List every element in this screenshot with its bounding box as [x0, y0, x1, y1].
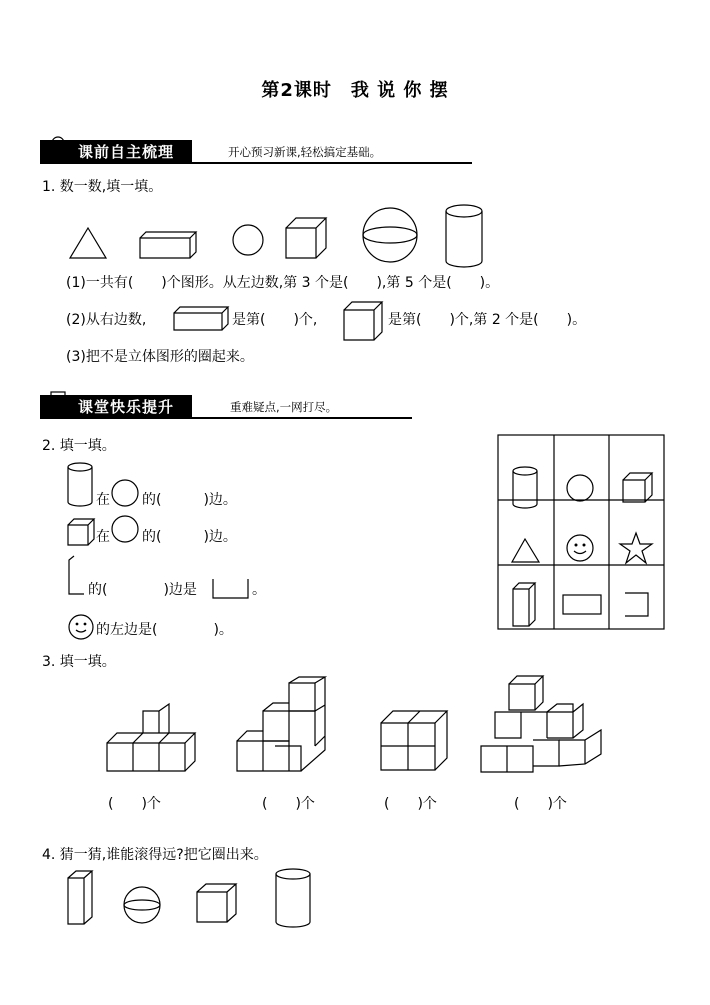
question-3-answer-3: ( )个: [384, 796, 437, 812]
cube-icon: [284, 216, 330, 262]
cube-icon: [342, 300, 386, 342]
bracket-shape-icon: [624, 592, 652, 620]
question-1-part-2b: 是第( )个,: [232, 312, 318, 328]
question-1-part-2a: (2)从右边数,: [66, 312, 147, 328]
section-banner-label: 课前自主梳理: [40, 140, 192, 164]
cube-stack-4: [480, 674, 608, 774]
question-3-heading: 3. 填一填。: [42, 654, 116, 670]
circle-icon: [566, 474, 596, 504]
section-subtitle: 重难疑点,一网打尽。: [230, 400, 338, 414]
question-2-line-2b: 的( )边。: [142, 529, 237, 545]
question-2-line-1b: 的( )边。: [142, 492, 237, 508]
section-banner-label: 课堂快乐提升: [40, 395, 192, 419]
circle-icon: [112, 516, 140, 544]
cuboid-icon: [512, 582, 538, 628]
cuboid-icon: [67, 870, 95, 926]
question-1-part-2c: 是第( )个,第 2 个是( )。: [388, 312, 587, 328]
section-banner-practice: [40, 395, 400, 419]
question-2-line-3b: 。: [252, 582, 266, 598]
question-4-heading: 4. 猜一猜,谁能滚得远?把它圈出来。: [42, 847, 268, 863]
sphere-icon: [358, 206, 424, 264]
question-2-line-3a: 的( )边是: [88, 582, 197, 598]
smiley-icon: [566, 534, 596, 564]
cube-icon: [622, 472, 654, 504]
cylinder-icon: [66, 462, 96, 508]
question-1-part-1: (1)一共有( )个图形。从左边数,第 3 个是( ),第 5 个是( )。: [66, 275, 500, 291]
question-2-line-1a: 在: [96, 492, 110, 508]
question-3-answer-4: ( )个: [514, 796, 567, 812]
smiley-icon: [68, 614, 96, 642]
section-subtitle: 开心预习新课,轻松搞定基础。: [228, 145, 382, 159]
cube-stack-1: [106, 702, 196, 774]
cuboid-icon: [138, 230, 198, 260]
triangle-icon: [68, 226, 108, 260]
cube-icon: [67, 518, 95, 546]
bracket-shape-icon: [212, 578, 252, 600]
page-title: 第2课时 我 说 你 摆: [261, 80, 449, 101]
question-3-answer-1: ( )个: [108, 796, 161, 812]
cylinder-icon: [512, 466, 540, 510]
question-2-line-4: 的左边是( )。: [96, 622, 233, 638]
cube-icon: [196, 882, 240, 924]
triangle-icon: [511, 538, 541, 564]
circle-icon: [232, 224, 266, 258]
cuboid-icon: [172, 306, 230, 332]
question-2-line-2a: 在: [96, 529, 110, 545]
question-1-part-3: (3)把不是立体图形的圈起来。: [66, 349, 254, 365]
question-2-heading: 2. 填一填。: [42, 438, 116, 454]
bracket-shape-icon: [68, 554, 88, 596]
cube-stack-3: [380, 710, 460, 772]
section-banner-preview: [40, 140, 460, 164]
question-1-heading: 1. 数一数,填一填。: [42, 179, 163, 195]
circle-icon: [112, 480, 140, 508]
cube-stack-2: [236, 676, 336, 774]
sphere-icon: [122, 886, 164, 926]
cylinder-icon: [444, 204, 486, 270]
rectangle-icon: [562, 594, 602, 616]
cylinder-icon: [275, 868, 315, 930]
question-3-answer-2: ( )个: [262, 796, 315, 812]
star-icon: [620, 532, 654, 564]
